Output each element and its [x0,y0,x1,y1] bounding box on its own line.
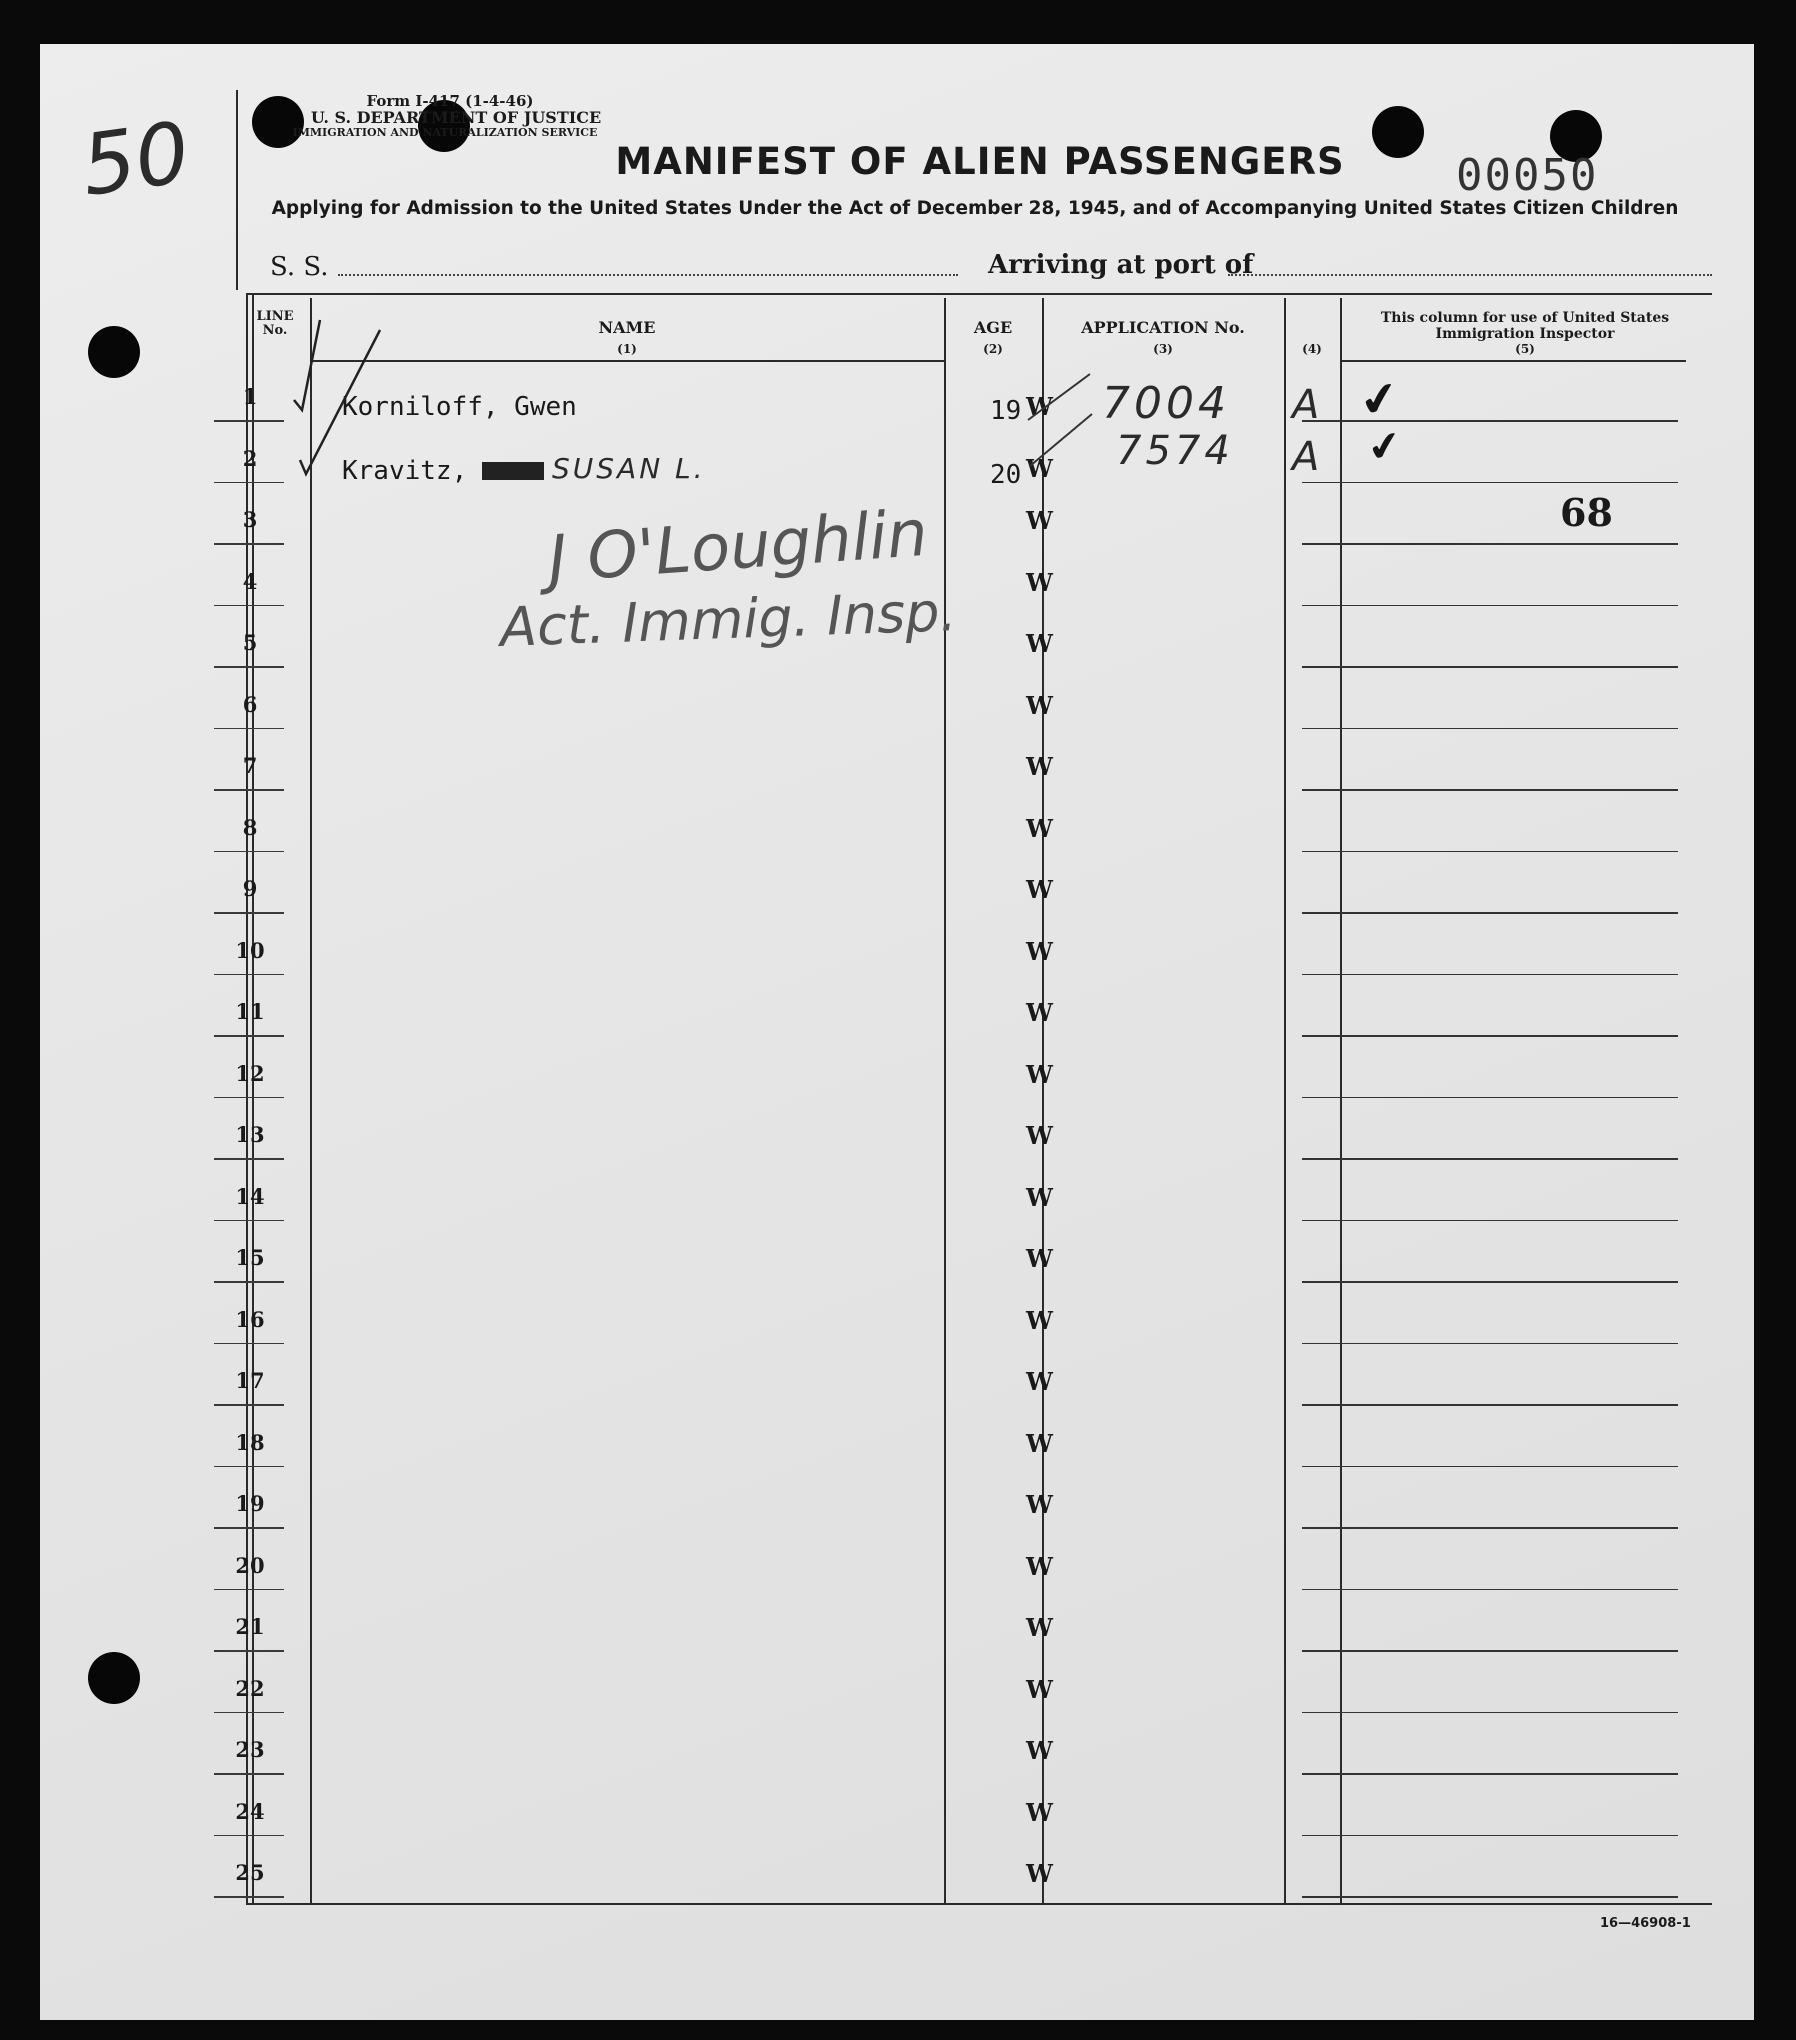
inspector-rule [1302,1035,1678,1037]
row-2-col4: A [1292,434,1320,480]
application-prefix: W [1026,1244,1053,1273]
line-number: 11 [235,999,265,1024]
inspector-rule [1302,666,1678,668]
left-margin-line [236,90,238,290]
inspector-rule [1302,1220,1678,1222]
application-prefix: W [1026,1551,1053,1581]
inspector-rule [1302,482,1678,484]
application-prefix: W [1026,1182,1053,1212]
inspector-rule [1302,1835,1678,1837]
table-row [0,918,1796,980]
table-row [0,1533,1796,1595]
inspector-rule [1302,1589,1678,1591]
inspector-rule [1302,912,1678,914]
application-prefix: W [1026,1736,1053,1765]
inspector-rule [1302,1650,1678,1652]
table-row [0,364,1796,426]
application-prefix: W [1026,1613,1053,1642]
inspector-rule [1302,1773,1678,1775]
stamp-number: 00050 [1456,150,1599,201]
port-label: Arriving at port of [988,250,1254,280]
line-number-rule [214,1281,284,1283]
row-1-name: Korniloff, Gwen [342,392,577,422]
line-number-rule [214,1466,284,1468]
line-number-rule [214,1097,284,1099]
header-line-no: LINE No. [256,309,294,338]
inspector-number: 68 [1560,490,1613,535]
line-number-rule [214,1896,284,1898]
application-prefix: W [1026,752,1053,781]
line-checkmarks [280,310,400,490]
table-row [0,1225,1796,1287]
line-number: 14 [235,1183,265,1209]
line-number-rule [214,728,284,730]
line-number-rule [214,912,284,914]
line-number: 24 [235,1798,265,1824]
application-prefix: W [1026,1797,1053,1827]
inspector-rule [1302,974,1678,976]
line-number-rule [214,1404,284,1406]
inspector-rule [1302,851,1678,853]
inspector-rule [1302,420,1678,422]
age-slash-marks [1020,370,1110,470]
table-row [0,856,1796,918]
table-row [0,1041,1796,1103]
signature-name: J O'Loughlin [545,496,930,598]
application-prefix: W [1026,998,1053,1027]
line-number-rule [214,789,284,791]
table-row [0,979,1796,1041]
inspector-rule [1302,1527,1678,1529]
application-prefix: W [1026,936,1053,966]
line-number: 12 [235,1060,265,1086]
line-number-rule [214,666,284,668]
application-prefix: W [1026,1059,1053,1089]
line-number: 25 [235,1860,265,1885]
application-prefix: W [1026,1121,1053,1150]
application-prefix: W [1026,392,1053,421]
line-number: 6 [242,691,258,717]
inspector-rule [1302,1712,1678,1714]
line-number: 3 [242,507,258,532]
row-2-name-handwritten: SUSAN L. [552,452,706,485]
line-number: 8 [242,814,258,840]
application-prefix: W [1026,875,1053,904]
row-2-inspector-checkmark: ✔ [1364,421,1406,473]
inspector-rule [1302,1097,1678,1099]
line-number-rule [214,482,284,484]
row-1-col4: A [1292,382,1320,428]
line-number-rule [214,974,284,976]
header-bottom-rule-insp [1340,360,1686,362]
line-number: 23 [235,1737,265,1762]
application-prefix: W [1026,1490,1053,1519]
table-row [0,1348,1796,1410]
line-number-rule [214,1835,284,1837]
line-number: 17 [235,1368,265,1393]
line-number: 4 [242,568,258,594]
line-number-rule [214,1158,284,1160]
header-application-num: (3) [1153,342,1173,356]
line-number: 1 [242,384,258,409]
row-1-app-no: 7004 [1102,378,1230,429]
application-prefix: W [1026,690,1053,720]
row-1-inspector-checkmark: ✔ [1355,369,1403,429]
line-number-rule [214,1220,284,1222]
row-2-name: Kravitz, [342,456,468,486]
application-prefix: W [1026,1428,1053,1458]
inspector-rule [1302,1343,1678,1345]
ss-label: S. S. [270,252,329,282]
application-prefix: W [1026,1674,1053,1704]
table-row [0,426,1796,488]
table-row [0,1164,1796,1226]
row-2-strikeout [482,462,544,480]
row-1-age: 19 [990,396,1022,426]
line-number-rule [214,1343,284,1345]
inspector-rule [1302,1404,1678,1406]
line-number-rule [214,851,284,853]
table-row [0,1410,1796,1472]
ss-field [338,274,958,276]
row-2-app-no: 7574 [1116,428,1234,474]
application-prefix: W [1026,1367,1053,1396]
application-prefix: W [1026,1859,1053,1888]
application-prefix: W [1026,453,1053,483]
document-title: MANIFEST OF ALIEN PASSENGERS [615,140,1345,183]
line-number: 21 [235,1614,265,1639]
line-number: 7 [242,753,258,778]
inspector-rule [1302,728,1678,730]
application-prefix: W [1026,629,1053,658]
header-inspector-num: (5) [1515,342,1535,356]
department-line: U. S. DEPARTMENT OF JUSTICE [310,108,602,127]
line-number-rule [214,543,284,545]
header-age: AGE [973,318,1013,337]
table-row [0,795,1796,857]
application-prefix: W [1026,1305,1053,1335]
inspector-rule [1302,543,1678,545]
row-2-age: 20 [990,460,1022,490]
header-name: NAME [598,318,656,337]
table-row [0,1840,1796,1902]
header-col4-num: (4) [1302,342,1322,356]
inspector-rule [1302,1281,1678,1283]
signature-title: Act. Immig. Insp. [499,580,958,659]
line-number: 5 [242,630,258,655]
table-top-rule [246,293,1712,295]
inspector-rule [1302,1466,1678,1468]
inspector-rule [1302,1158,1678,1160]
table-row [0,1287,1796,1349]
line-number-rule [214,420,284,422]
line-number-rule [214,1589,284,1591]
header-application: APPLICATION No. [1081,318,1245,337]
line-number: 10 [235,937,265,963]
table-row [0,733,1796,795]
application-prefix: W [1026,813,1053,843]
inspector-rule [1302,605,1678,607]
line-number-rule [214,1650,284,1652]
subtitle: Applying for Admission to the United States Under the Act of December 28, 1945, and of Accompanying United States Citizen Children [271,198,1679,219]
line-number: 13 [235,1122,265,1147]
footer-code: 16—46908-1 [1600,1916,1691,1931]
service-line: IMMIGRATION AND NATURALIZATION SERVICE [292,126,598,139]
line-number-rule [214,1712,284,1714]
line-number: 16 [235,1306,265,1332]
table-row [0,1471,1796,1533]
header-age-num: (2) [983,342,1003,356]
header-bottom-rule [310,360,944,362]
line-number-rule [214,1773,284,1775]
application-prefix: W [1026,506,1053,535]
inspector-rule [1302,789,1678,791]
header-name-num: (1) [617,342,637,356]
table-row [0,1594,1796,1656]
line-number: 22 [235,1675,265,1701]
line-number: 20 [235,1552,265,1578]
form-id: Form I-417 (1-4-46) [366,92,534,110]
port-field [1228,274,1712,276]
line-number: 2 [242,445,258,471]
line-number: 18 [235,1429,265,1455]
line-number-rule [214,605,284,607]
line-number: 15 [235,1245,265,1270]
header-inspector: This column for use of United States Immigration Inspector [1380,310,1670,342]
line-number: 19 [235,1491,265,1516]
margin-number: 50 [75,103,196,215]
table-row [0,1102,1796,1164]
table-row [0,1717,1796,1779]
table-row [0,672,1796,734]
application-prefix: W [1026,567,1053,597]
line-number: 9 [242,876,258,901]
table-row [0,1779,1796,1841]
table-row [0,1656,1796,1718]
line-number-rule [214,1527,284,1529]
inspector-rule [1302,1896,1678,1898]
line-number-rule [214,1035,284,1037]
